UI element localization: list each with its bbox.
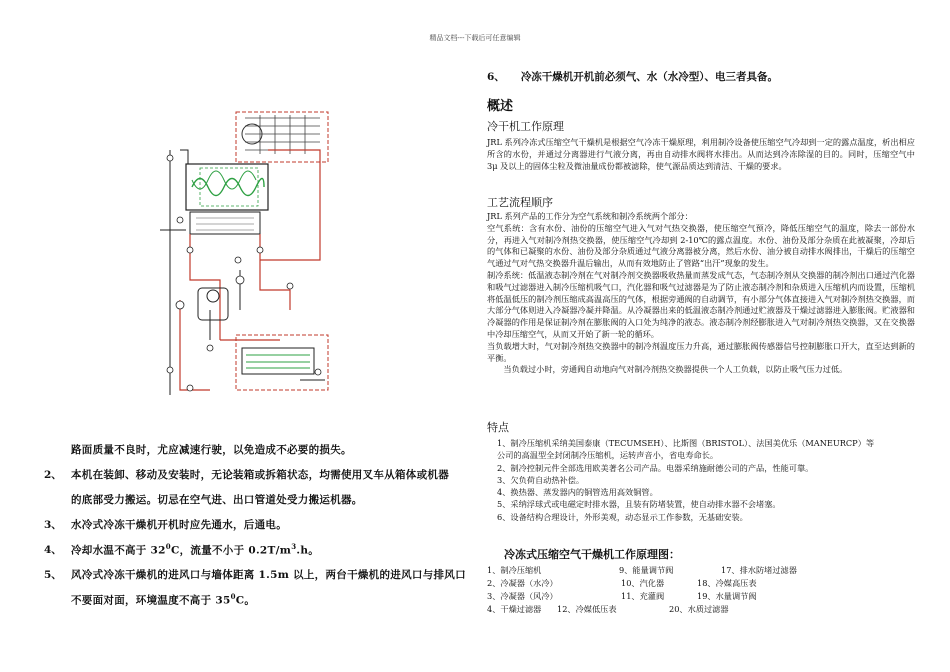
compressor-dome <box>207 290 219 302</box>
cube-sup: 3 <box>291 542 297 551</box>
item-2-number: 2、 <box>44 469 62 481</box>
section-6-number: 6、 <box>487 71 505 83</box>
item-5-line-2 <box>71 592 255 608</box>
feature-item: 6、设备结构合理设计，外形美观，动态显示工作参数，无基础安装。 <box>497 511 748 522</box>
valve-icon <box>167 367 173 373</box>
item-3-line-1: 水冷式冷冻干燥机开机时应先通水，后通电。 <box>71 519 287 531</box>
valve-icon <box>167 155 173 161</box>
page-watermark: 精品文档---下载后可任意编辑 <box>429 34 521 42</box>
valve-icon <box>187 385 193 391</box>
air-cooled-condenser <box>236 112 328 162</box>
process-line: 制冷系统：低温液态制冷剂在气对制冷剂交换器吸收热量而蒸发成气态，气态制冷剂从交换器的制冷剂出口通过汽化器和吸气过滤器进入制冷压缩机吸气口，汽化器和吸气过滤器是为了防止液态制冷剂和杂质进入压缩机内而设置，压缩机将低温低压的制冷剂压缩成高温高压的气体，根据旁通阀的自动调节，有小部分气体直接进入气对制冷剂热交换器，而大部分气体则进入冷凝器冷凝并降温。从冷凝器出来的低温液态制冷剂通过贮液器及干燥过滤器进入膨胀阀。贮液器和冷凝器的作用是保证制冷剂在膨胀阀的入口处为纯净的液态。液态制冷剂经膨胀进入气对制冷剂热交换器，又在交换器中冷却压缩空气，从而又开始了新一轮的循环。 <box>487 269 915 339</box>
valve-icon <box>177 217 183 223</box>
legend-item: 11、充灌阀 <box>621 591 665 601</box>
item-5-number: 5、 <box>44 569 62 581</box>
valve-icon <box>257 247 263 253</box>
process-line: 当负载增大时，气对制冷剂热交换器中的制冷剂温度压力升高，通过膨胀阀传感器信号控制膨胀口开大，直至达到新的平衡。 <box>487 340 915 363</box>
item-4-line-1 <box>71 542 319 558</box>
legend-item: 20、水质过滤器 <box>669 604 729 614</box>
legend-item: 10、汽化器 <box>621 578 665 588</box>
feature-item: 公司的高温型全封闭制冷压缩机，运转声音小，省电寿命长。 <box>497 450 719 461</box>
item-4-part-2: C，流量不小于 0.2T/m <box>170 544 292 557</box>
item-4-number: 4、 <box>44 544 62 556</box>
compressor <box>198 288 228 320</box>
features-heading: 特点 <box>487 421 509 434</box>
legend-item: 1、制冷压缩机 <box>487 565 542 575</box>
valve-icon <box>207 345 213 351</box>
valve-icon <box>235 257 241 263</box>
item-5-line-1: 风冷式冷冻干燥机的进风口与墙体距离 1.5m 以上，两台干燥机的进风口与排风口 <box>71 569 466 581</box>
feature-item: 5、采纳浮球式或电磁定时排水器，且装有防堵装置，使自动排水器不会堵塞。 <box>497 499 781 510</box>
legend-item: 3、冷凝器（风冷） <box>487 591 558 601</box>
section-6-text: 冷冻干燥机开机前必须气、水（水冷型）、电三者具备。 <box>520 71 779 83</box>
section-6-heading <box>487 69 778 84</box>
legend-item: 17、排水防堵过滤器 <box>721 565 797 575</box>
valve-icon <box>315 369 321 375</box>
valve-icon <box>187 247 193 253</box>
refrigeration-schematic <box>150 110 330 400</box>
process-line: 空气系统：含有水份、油份的压缩空气进入气对气热交换器，使压缩空气预冷，降低压缩空气的温度，除去一部份水分，再进入气对制冷剂热交换器，使压缩空气冷却到 2-10℃的露点温度。水份、油份及部分杂质在此被凝聚，冷却后的气体和已凝聚的水份、油份及部分杂质通过气液分离器被分离，然后水份、油分被自动排水阀排出，干燥后的压缩空气通过气对气热交换器升温后输出，从而有效地防止了管路“出汗”现象的发生。 <box>487 222 915 269</box>
degree-sup: 0 <box>165 542 171 551</box>
legend-item: 19、水量调节阀 <box>697 591 757 601</box>
process-heading: 工艺流程顺序 <box>487 196 553 209</box>
evaporator-block <box>190 212 260 234</box>
legend-item: 2、冷凝器（水冷） <box>487 578 558 588</box>
process-line: JRL 系列产品的工作分为空气系统和制冷系统两个部分： <box>487 211 693 221</box>
item-5-part-1: 不要面对面，环境温度不高于 35 <box>71 594 231 607</box>
feature-item: 1、制冷压缩机采纳美国泰康（TECUMSEH）、比斯图（BRISTOL）、法国美优乐（MANEURCP）等 <box>497 438 875 448</box>
item-2-line-2: 的底部受力搬运。切忌在空气进、出口管道处受力搬运机器。 <box>71 494 363 506</box>
feature-item: 2、制冷控制元件全部选用欧美著名公司产品。电器采纳施耐德公司的产品，性能可靠。 <box>497 462 814 473</box>
process-line: 当负载过小时，旁通阀自动地向气对制冷剂热交换器提供一个人工负载，以防止吸气压力过低。 <box>503 364 848 375</box>
principle-text: JRL 系列冷冻式压缩空气干燥机是根据空气冷冻干燥原理，利用制冷设备使压缩空气冷却到一定的露点温度，析出相应所含的水份，并通过分离器进行气液分离，再由自动排水阀将水排出。从而达到冷冻除湿的目的。同时，压缩空气中 3μ 及以上的固体尘粒及微油量成份都被滤除，使气源品质达到清洁、干燥的要求。 <box>487 137 915 171</box>
item-3-number: 3、 <box>44 519 62 531</box>
refrigerant-pipe <box>260 150 320 260</box>
overview-heading: 概述 <box>487 99 514 114</box>
item-5-part-2: C。 <box>235 594 256 607</box>
diagram-title: 冷冻式压缩空气干燥机工作原理图： <box>504 548 680 561</box>
legend-item: 18、冷媒高压表 <box>697 578 757 588</box>
feature-item: 4、换热器、蒸发器内的铜管选用高效铜管。 <box>497 487 658 498</box>
gauge-icon <box>176 301 184 309</box>
intro-line: 路面质量不良时，尤应减速行驶，以免造成不必要的损失。 <box>71 444 352 456</box>
legend-item: 4、干燥过滤器 <box>487 604 542 614</box>
process-text <box>487 211 915 376</box>
legend-item: 9、能量调节阀 <box>619 565 674 575</box>
valve-icon <box>287 283 293 289</box>
feature-item: 3、欠负荷自动热补偿。 <box>497 474 585 485</box>
item-2-line-1: 本机在装卸、移动及安装时，无论装箱或拆箱状态，均需使用叉车从箱体或机器 <box>71 469 449 481</box>
gauge-icon <box>236 276 244 284</box>
principle-heading: 冷干机工作原理 <box>487 120 564 133</box>
legend-item: 12、冷媒低压表 <box>557 604 617 614</box>
item-4-part-1: 冷却水温不高于 32 <box>71 544 166 557</box>
features-list <box>487 437 907 523</box>
degree-sup-2: 0 <box>230 592 236 601</box>
item-4-part-3: .h。 <box>296 544 320 557</box>
